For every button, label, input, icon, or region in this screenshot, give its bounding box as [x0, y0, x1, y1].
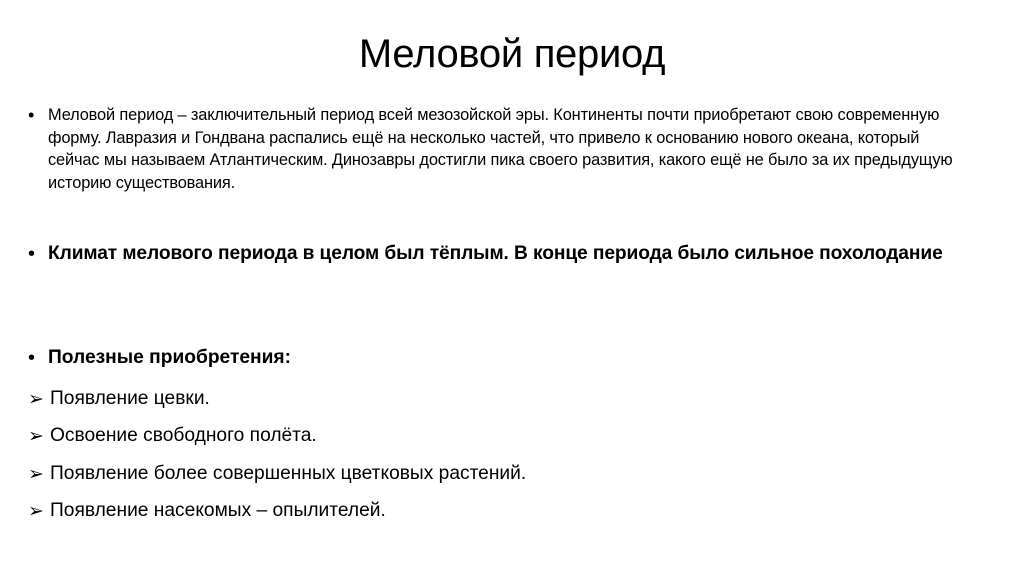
climate-bullet: [28, 240, 968, 269]
intro-bullet: [28, 104, 968, 194]
bullet-marker: •: [28, 105, 35, 125]
intro-text: Меловой период – заключительный период всей мезозойской эры. Континенты почти приобретают свою современную форму. Лавразия и Гондвана распались ещё на несколько частей, что привело к основанию нового океана, который сейчас мы называем Атлантическим. Динозавры достигли пика своего развития, какого ещё не было за их предыдущую историю существования.: [48, 106, 953, 192]
bullet-marker: •: [28, 347, 36, 369]
list-item-text: Появление насекомых – опылителей.: [50, 500, 386, 522]
list-item: [28, 380, 968, 418]
benefits-list: [28, 380, 968, 530]
list-item: [28, 455, 968, 493]
arrowhead-bullet-icon: ➢: [28, 387, 44, 410]
list-item-text: Появление более совершенных цветковых растений.: [50, 462, 527, 484]
list-item: [28, 418, 968, 456]
benefits-heading: Полезные приобретения:: [48, 347, 292, 368]
bullet-marker: •: [28, 243, 36, 265]
arrowhead-bullet-icon: ➢: [28, 425, 44, 448]
list-item-text: Появление цевки.: [50, 387, 210, 409]
arrowhead-bullet-icon: ➢: [28, 500, 44, 523]
benefits-heading-bullet: [28, 344, 968, 372]
list-item: [28, 493, 968, 531]
climate-text: Климат мелового периода в целом был тёплым. В конце периода было сильное похолодание: [48, 243, 943, 264]
list-item-text: Освоение свободного полёта.: [50, 425, 317, 447]
slide-title: Меловой период: [358, 32, 666, 76]
arrowhead-bullet-icon: ➢: [28, 462, 44, 485]
